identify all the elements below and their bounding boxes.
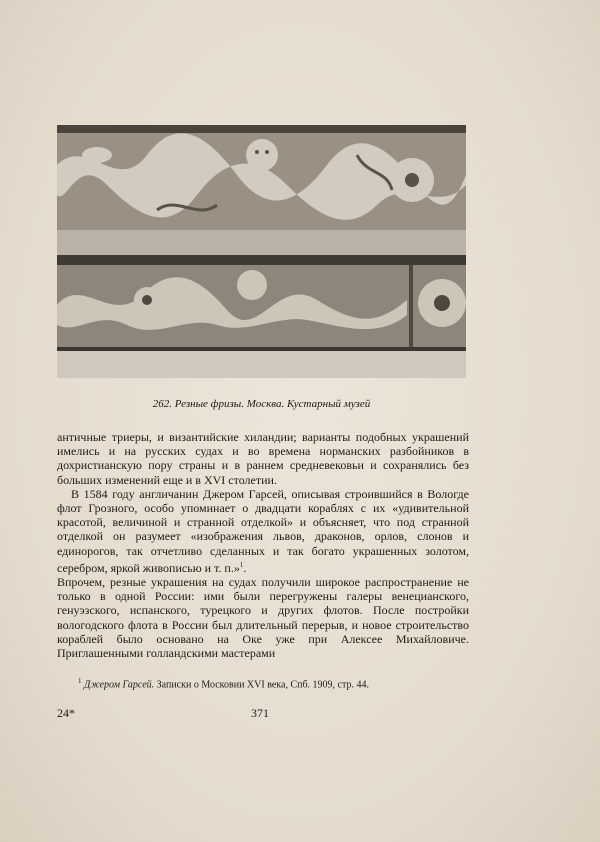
paragraph: В 1584 году англичанин Джером Гарсей, описывая строившийся в Вологде флот Грозного, особо упоминает о двадцати кораблях с их «удивительной красотой, величиной и странной отделкой» и объясняет, что под странной отделкой он разумеет «изображения львов, драконов, орлов, слонов и единорогов, так отчетливо сделанных и так богато украшенных золотом, серебром, яркой живописью и т. п.»$^1$. (57, 486, 469, 575)
printer-signature: 24* (57, 706, 75, 720)
footnote (78, 677, 468, 690)
footnote-marker: 1 (78, 677, 82, 685)
paragraph: Впрочем, резные украшения на судах получили широкое распространение не только в одной России: ими были перегружены галеры венецианского, генуэзского, испанского, турецкого и других флотов. После постройки вологодского флота в России был длительный перерыв, и новое строительство кораблей было основано на Оке уже при Алексее Михайловиче. Приглашенными голландскими мастерами (57, 575, 469, 661)
footnote-reference: 1 (239, 560, 244, 569)
footnote-author: Джером Гарсей. (84, 679, 155, 691)
page-number: 371 (251, 706, 269, 720)
footnote-text: Записки о Московии XVI века, Спб. 1909, стр. 44. (156, 679, 369, 691)
frieze-illustration (57, 125, 466, 378)
paragraph: античные триеры, и византийские хиландии; варианты подобных украшений имелись и на русских судах и во времена норманских разбойников в дохристианскую пору страны и в раннем средневековьи и сохранялись без больших изменений еще и в XVI столетии. (57, 430, 469, 487)
carved-friezes-photo (57, 125, 466, 378)
paragraph-text: В 1584 году англичанин Джером Гарсей, описывая строившийся в Вологде флот Грозного, особо упоминает о двадцати кораблях с их «удивительной красотой, величиной и странной отделкой» и объясняет, что под странной отделкой он разумеет «изображения львов, драконов, орлов, слонов и единорогов, так отчетливо сделанных и так богато украшенных золотом, серебром, яркой живописью и т. п.» (57, 486, 469, 575)
body-text (57, 430, 469, 660)
figure-caption: 262. Резные фризы. Москва. Кустарный музей (152, 398, 371, 410)
